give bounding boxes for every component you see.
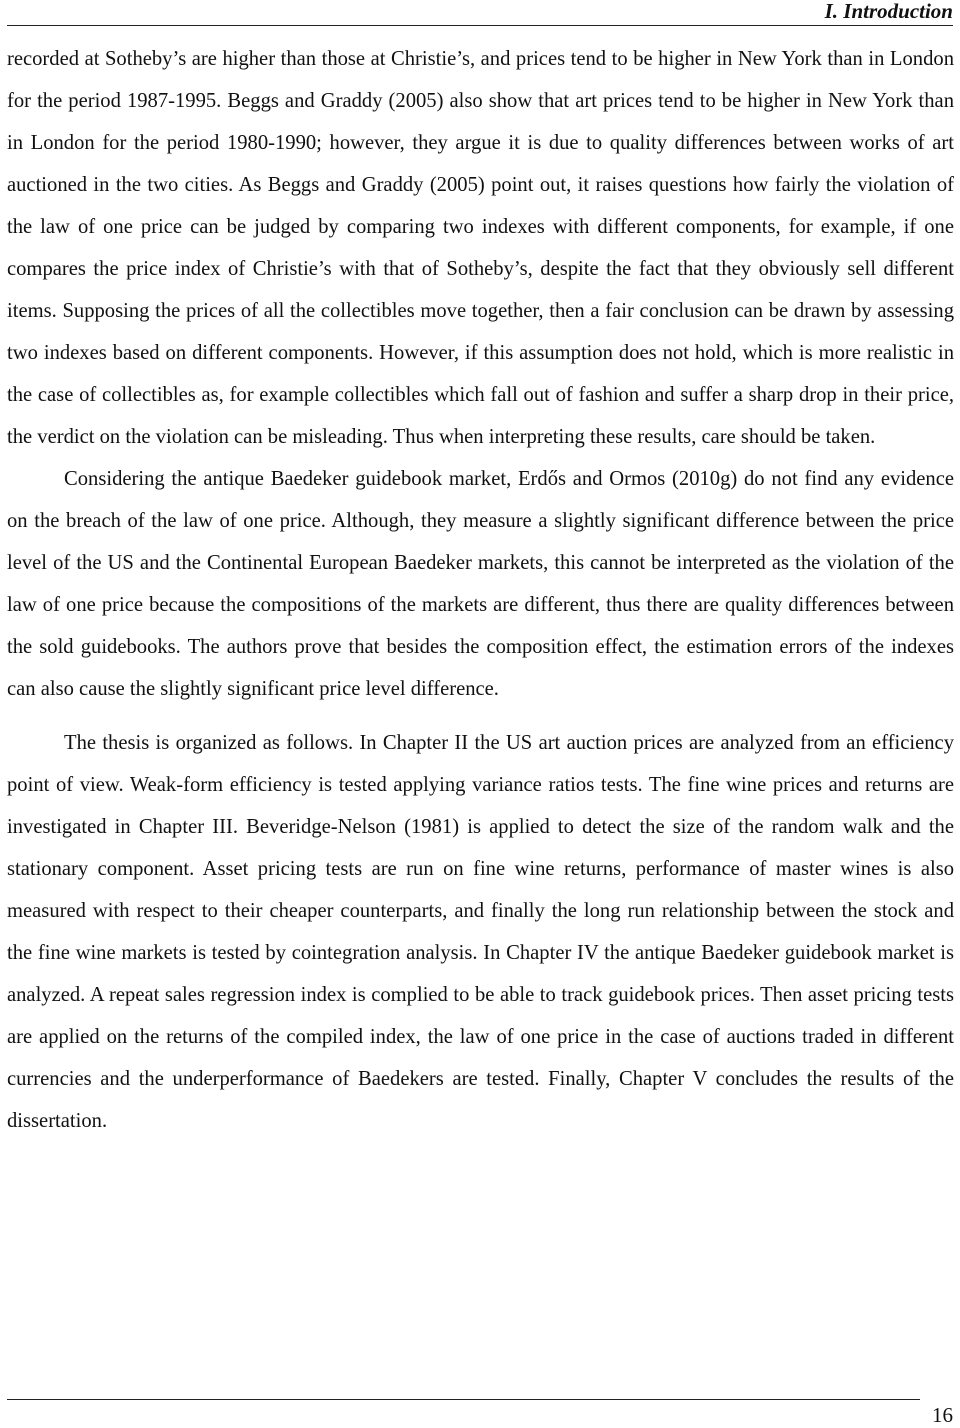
paragraph-thesis-outline: The thesis is organized as follows. In Chapter II the US art auction prices are analyzed from an efficiency point of view. Weak-form efficiency is tested applying variance ratios tests. The fine wine prices and returns are investigated in Chapter III. Beveridge-Nelson (1981) is applied to detect the size of the random walk and the stationary component. Asset pricing tests are run on fine wine returns, performance of master wines is also measured with respect to their cheaper counterparts, and finally the long run relationship between the stock and the fine wine markets is tested by cointegration analysis. In Chapter IV the antique Baedeker guidebook market is analyzed. A repeat sales regression index is complied to be able to track guidebook prices. Then asset pricing tests are applied on the returns of the compiled index, the law of one price in the case of auctions traded in different currencies and the underperformance of Baedekers are tested. Finally, Chapter V concludes the results of the dissertation.	[7, 732, 954, 1132]
page-number: 16	[932, 1403, 953, 1427]
running-header	[7, 0, 953, 26]
section-title: I. Introduction	[824, 0, 953, 23]
paragraph-baedeker: Considering the antique Baedeker guidebook market, Erdős and Ormos (2010g) do not find any evidence on the breach of the law of one price. Although, they measure a slightly significant difference between the price level of the US and the Continental European Baedeker markets, this cannot be interpreted as the violation of the law of one price because the compositions of the markets are different, thus there are quality differences between the sold guidebooks. The authors prove that besides the composition effect, the estimation errors of the indexes can also cause the slightly significant price level difference.	[7, 468, 954, 700]
body-text	[7, 38, 954, 1142]
footer-rule	[7, 1399, 920, 1400]
paragraph-continued: recorded at Sotheby’s are higher than those at Christie’s, and prices tend to be higher in New York than in London for the period 1987-1995. Beggs and Graddy (2005) also show that art prices tend to be higher in New York than in London for the period 1980-1990; however, they argue it is due to quality differences between works of art auctioned in the two cities. As Beggs and Graddy (2005) point out, it raises questions how fairly the violation of the law of one price can be judged by comparing two indexes with different components, for example, if one compares the price index of Christie’s with that of Sotheby’s, despite the fact that they obviously sell different items. Supposing the prices of all the collectibles move together, then a fair conclusion can be drawn by assessing two indexes based on different components. However, if this assumption does not hold, which is more realistic in the case of collectibles as, for example collectibles which fall out of fashion and suffer a sharp drop in their price, the verdict on the violation can be misleading. Thus when interpreting these results, care should be taken.	[7, 48, 954, 448]
